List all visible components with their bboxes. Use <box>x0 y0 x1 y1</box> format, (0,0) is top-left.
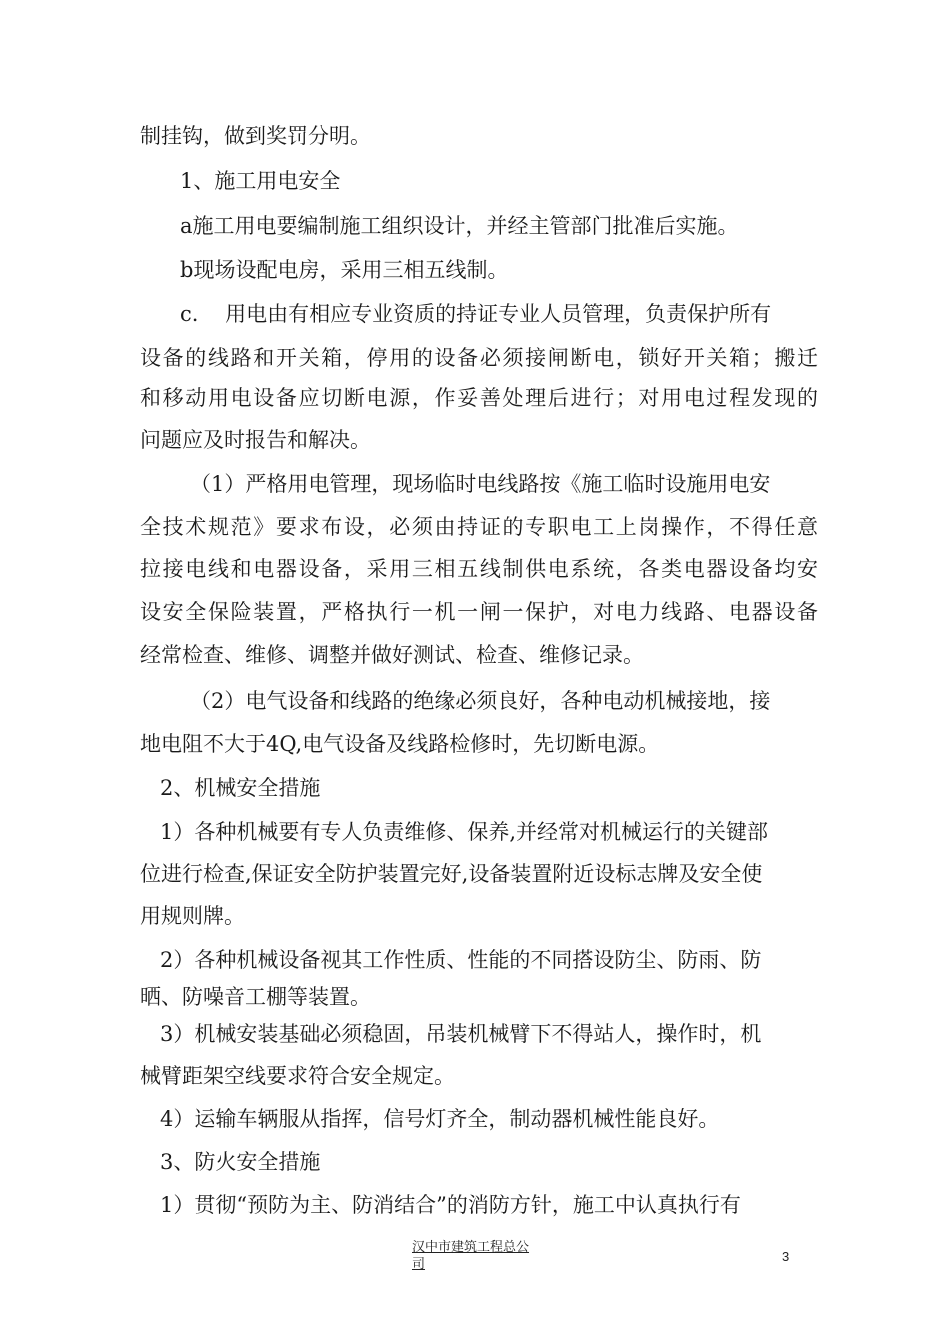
section-heading: 2、机械安全措施 <box>160 776 321 800</box>
section-heading: 1、施工用电安全 <box>180 169 341 193</box>
text-line: 经常检查、维修、调整并做好测试、检查、维修记录。 <box>140 643 644 667</box>
text-line: 4）运输车辆服从指挥，信号灯齐全，制动器机械性能良好。 <box>160 1107 720 1131</box>
text-line: 地电阻不大于4Q,电气设备及线路检修时，先切断电源。 <box>140 732 660 756</box>
text-line: 1）贯彻“预防为主、防消结合”的消防方针，施工中认真执行有 <box>160 1193 741 1217</box>
text-line: （1）严格用电管理，现场临时电线路按《施工临时设施用电安 <box>190 472 771 496</box>
text-line: 设备的线路和开关箱，停用的设备必须接闸断电，锁好开关箱；搬迁 <box>140 346 818 370</box>
text-line: b现场设配电房，采用三相五线制。 <box>180 258 509 282</box>
text-line: （2）电气设备和线路的绝缘必须良好，各种电动机械接地，接 <box>190 689 771 713</box>
text-line: 制挂钩，做到奖罚分明。 <box>140 124 371 148</box>
text-line: 位进行检查,保证安全防护装置完好,设备装置附近设标志牌及安全使 <box>140 862 763 886</box>
text-line: 用规则牌。 <box>140 904 245 928</box>
text-line: 和移动用电设备应切断电源，作妥善处理后进行；对用电过程发现的 <box>140 386 818 410</box>
text-line: 全技术规范》要求布设，必须由持证的专职电工上岗操作，不得任意 <box>140 515 818 539</box>
text-line: 械臂距架空线要求符合安全规定。 <box>140 1064 455 1088</box>
text-line: 晒、防噪音工棚等装置。 <box>140 985 371 1009</box>
text-line: c. 用电由有相应专业资质的持证专业人员管理，负责保护所有 <box>180 302 772 326</box>
text-line: 问题应及时报告和解决。 <box>140 428 371 452</box>
page-number: 3 <box>782 1249 790 1264</box>
text-line: a施工用电要编制施工组织设计，并经主管部门批准后实施。 <box>180 214 739 238</box>
text-line: 2）各种机械设备视其工作性质、性能的不同搭设防尘、防雨、防 <box>160 948 762 972</box>
text-line: 3）机械安装基础必须稳固，吊装机械臂下不得站人，操作时，机 <box>160 1022 762 1046</box>
section-heading: 3、防火安全措施 <box>160 1150 321 1174</box>
text-line: 拉接电线和电器设备，采用三相五线制供电系统，各类电器设备均安 <box>140 557 818 581</box>
text-line: 设安全保险装置，严格执行一机一闸一保护，对电力线路、电器设备 <box>140 600 818 624</box>
footer-company-name: 汉中市建筑工程总公司 <box>412 1240 530 1272</box>
text-line: 1）各种机械要有专人负责维修、保养,并经常对机械运行的关键部 <box>160 820 769 844</box>
